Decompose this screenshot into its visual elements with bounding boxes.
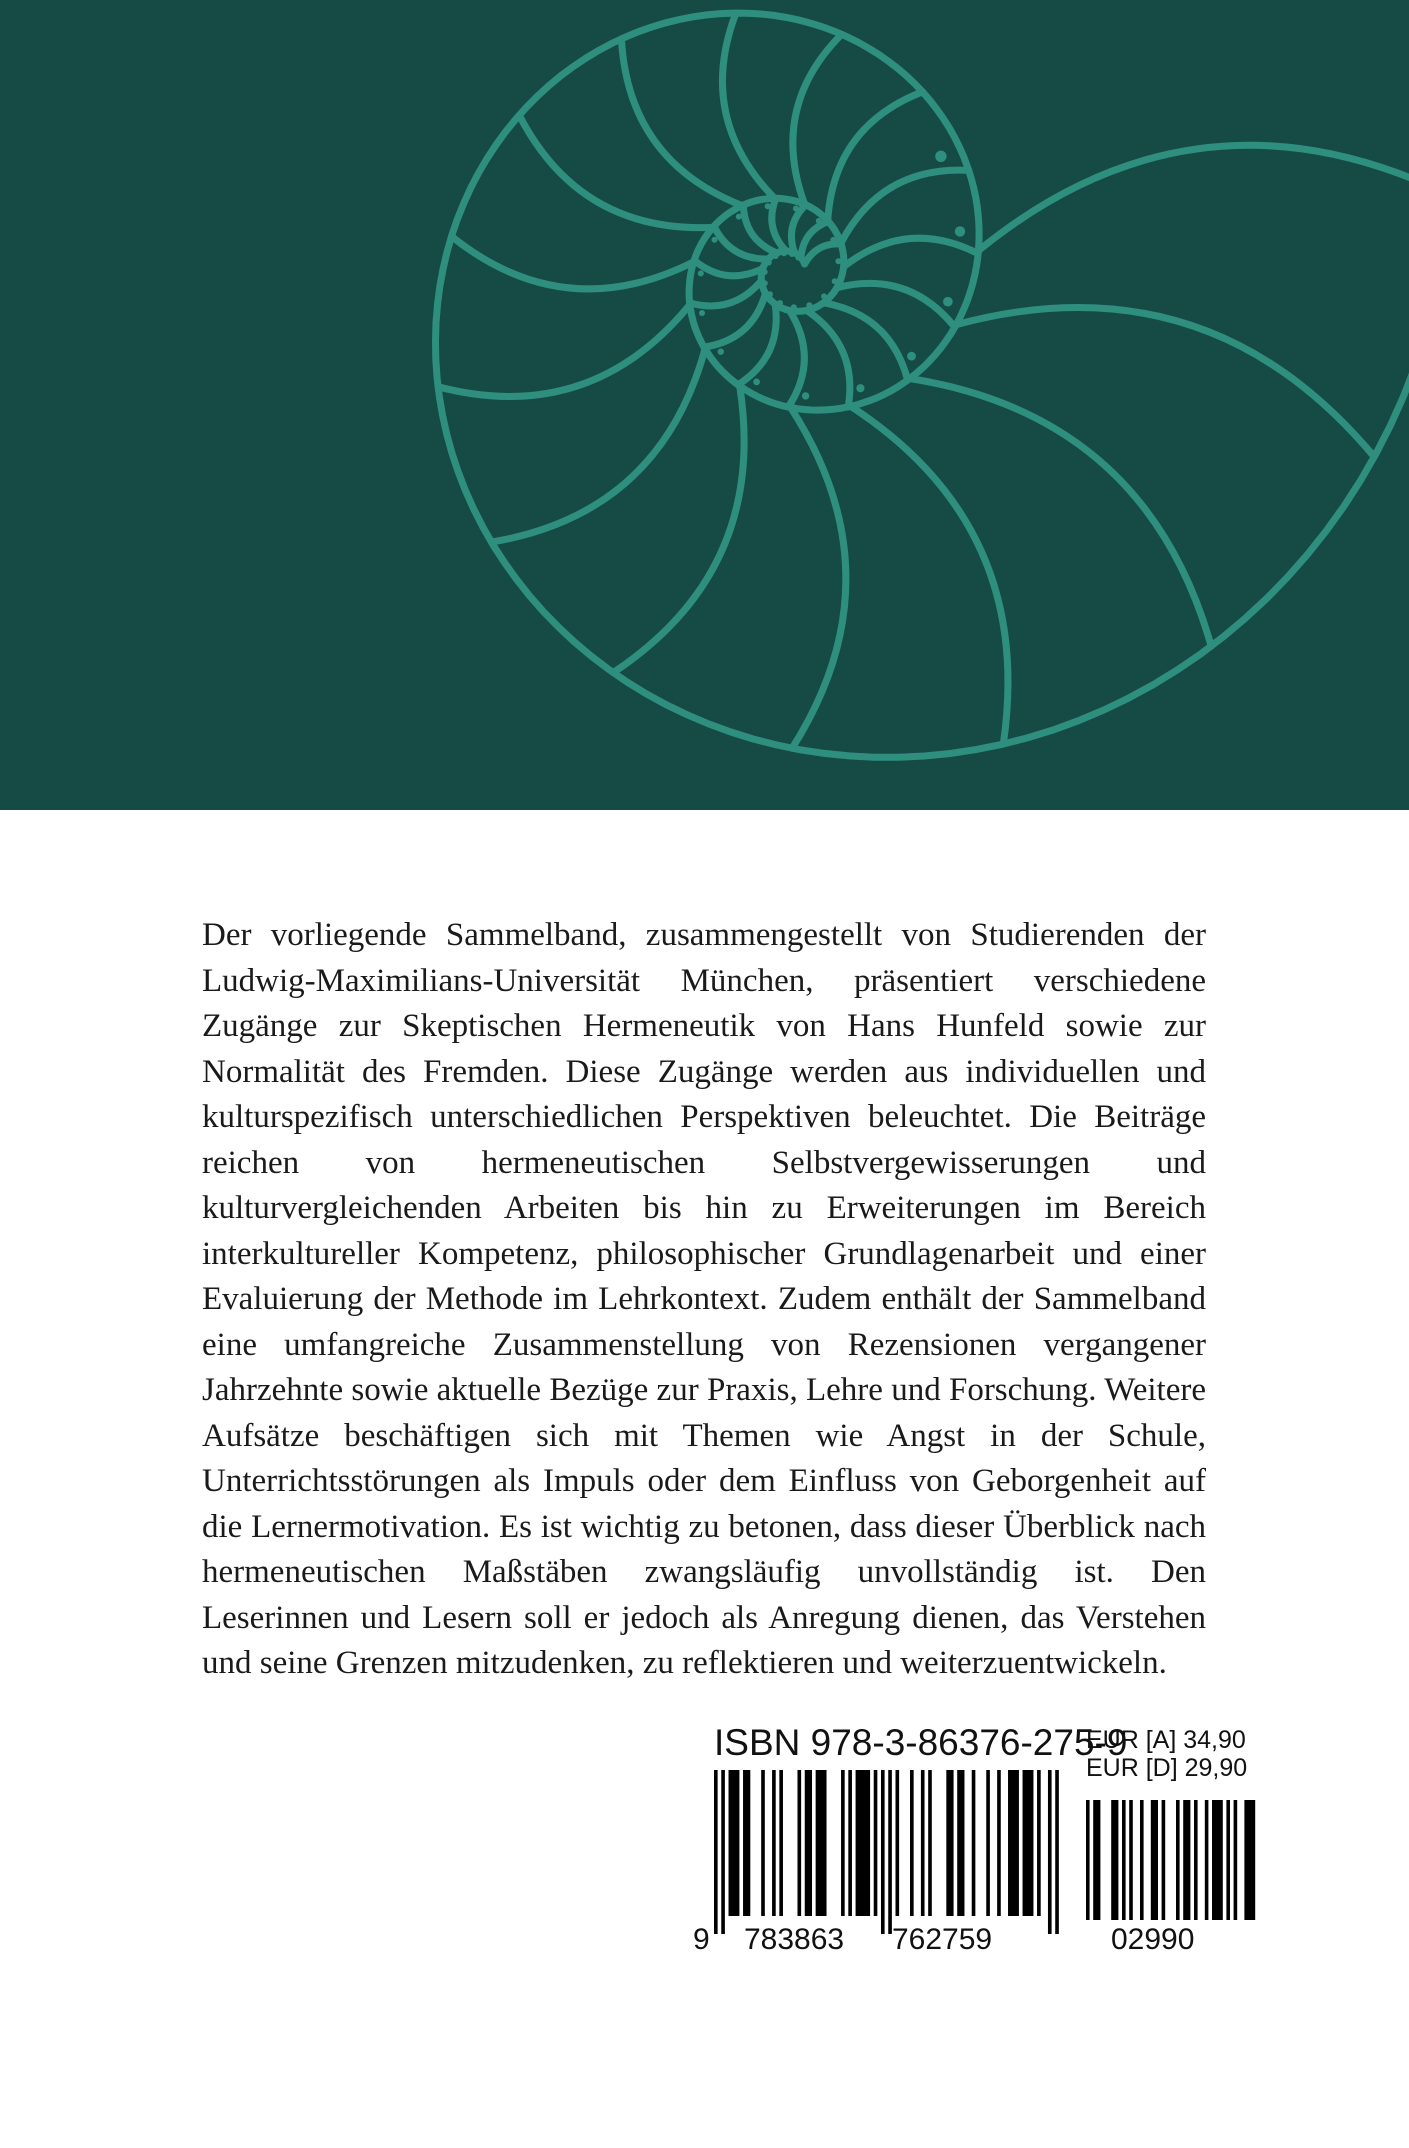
- barcode-bar: [805, 1770, 812, 1916]
- barcode-bar: [928, 1770, 932, 1916]
- barcode-bar: [986, 1770, 990, 1916]
- price-germany: EUR [D] 29,90: [1086, 1754, 1248, 1782]
- barcode-addon-digits: 02990: [1111, 1923, 1195, 1956]
- barcode-bar: [874, 1770, 878, 1916]
- barcode-bar: [714, 1770, 718, 1934]
- barcode-bar: [743, 1770, 750, 1916]
- barcode-bar: [972, 1770, 976, 1916]
- barcode-bar: [1008, 1770, 1019, 1916]
- barcode-bar: [997, 1770, 1001, 1916]
- barcode-bar: [910, 1770, 914, 1916]
- ean5-addon-bars: [1086, 1800, 1255, 1920]
- barcode-bar: [816, 1770, 827, 1916]
- addon-bar: [1205, 1800, 1209, 1920]
- addon-bar: [1234, 1800, 1238, 1920]
- barcode-bar: [848, 1770, 852, 1916]
- barcode-bar: [779, 1770, 783, 1916]
- barcode-bar: [1048, 1770, 1052, 1934]
- addon-bar: [1122, 1800, 1126, 1920]
- barcode-bar: [957, 1770, 964, 1916]
- barcode-bar: [797, 1770, 801, 1916]
- back-cover-blurb: Der vorliegende Sammelband, zusammengestellt von Studierenden der Ludwig-Maximilians-Universität München, präsentiert verschiedene Zugänge zur Skeptischen Hermeneutik von Hans Hunfeld sowie zur Normalität des Fremden. Diese Zugänge werden aus individuellen und kulturspezifisch unterschiedlichen Perspektiven beleuchtet. Die Beiträge reichen von hermeneutischen Selbstvergewisserungen und kulturvergleichenden Arbeiten bis hin zu Erweiterungen im Bereich interkultureller Kompetenz, philosophischer Grundlagenarbeit und einer Evaluierung der Methode im Lehrkontext. Zudem enthält der Sammelband eine umfangreiche Zusammenstellung von Rezensionen vergangener Jahrzehnte sowie aktuelle Bezüge zur Praxis, Lehre und Forschung. Weitere Aufsätze beschäftigen sich mit Themen wie Angst in der Schule, Unterrichtsstörungen als Impuls oder dem Einfluss von Geborgenheit auf die Lernermotivation. Es ist wichtig zu betonen, dass dieser Überblick nach hermeneutischen Maßstäben zwangsläufig unvollständig ist. Den Leserinnen und Lesern soll er jedoch als Anregung dienen, das Verstehen und seine Grenzen mitzudenken, zu reflektieren und weiterzuentwickeln.: [202, 917, 1206, 1681]
- ean13-bars: [714, 1770, 1059, 1934]
- barcode-right-digits: 762759: [892, 1923, 993, 1956]
- barcode-lead-digit: 9: [693, 1923, 710, 1956]
- barcode-bar: [729, 1770, 740, 1916]
- addon-bar: [1140, 1800, 1144, 1920]
- addon-bar: [1093, 1800, 1100, 1920]
- addon-bar: [1212, 1800, 1223, 1920]
- barcode-bar: [772, 1770, 776, 1916]
- barcode-bar: [881, 1770, 885, 1934]
- addon-bar: [1244, 1800, 1255, 1920]
- barcode-bar: [761, 1770, 765, 1916]
- addon-bar: [1151, 1800, 1158, 1920]
- addon-bar: [1086, 1800, 1090, 1920]
- barcode-left-digits: 783863: [744, 1923, 845, 1956]
- addon-bar: [1129, 1800, 1133, 1920]
- barcode-bar: [888, 1770, 892, 1934]
- barcode-bar: [841, 1770, 845, 1916]
- barcode-bar: [921, 1770, 925, 1916]
- barcode-bar: [1055, 1770, 1059, 1934]
- addon-bar: [1111, 1800, 1118, 1920]
- addon-bar: [1162, 1800, 1166, 1920]
- barcode-bar: [1023, 1770, 1034, 1916]
- barcode-bar: [856, 1770, 871, 1916]
- barcode-bar: [1037, 1770, 1041, 1916]
- addon-bar: [1194, 1800, 1198, 1920]
- barcode-bar: [896, 1770, 900, 1916]
- addon-bar: [1176, 1800, 1180, 1920]
- addon-bar: [1226, 1800, 1230, 1920]
- barcode-bar: [946, 1770, 953, 1916]
- addon-bar: [1183, 1800, 1190, 1920]
- isbn-label: ISBN 978-3-86376-275-9: [714, 1722, 1128, 1763]
- price-austria: EUR [A] 34,90: [1086, 1726, 1246, 1754]
- barcode-bar: [721, 1770, 725, 1934]
